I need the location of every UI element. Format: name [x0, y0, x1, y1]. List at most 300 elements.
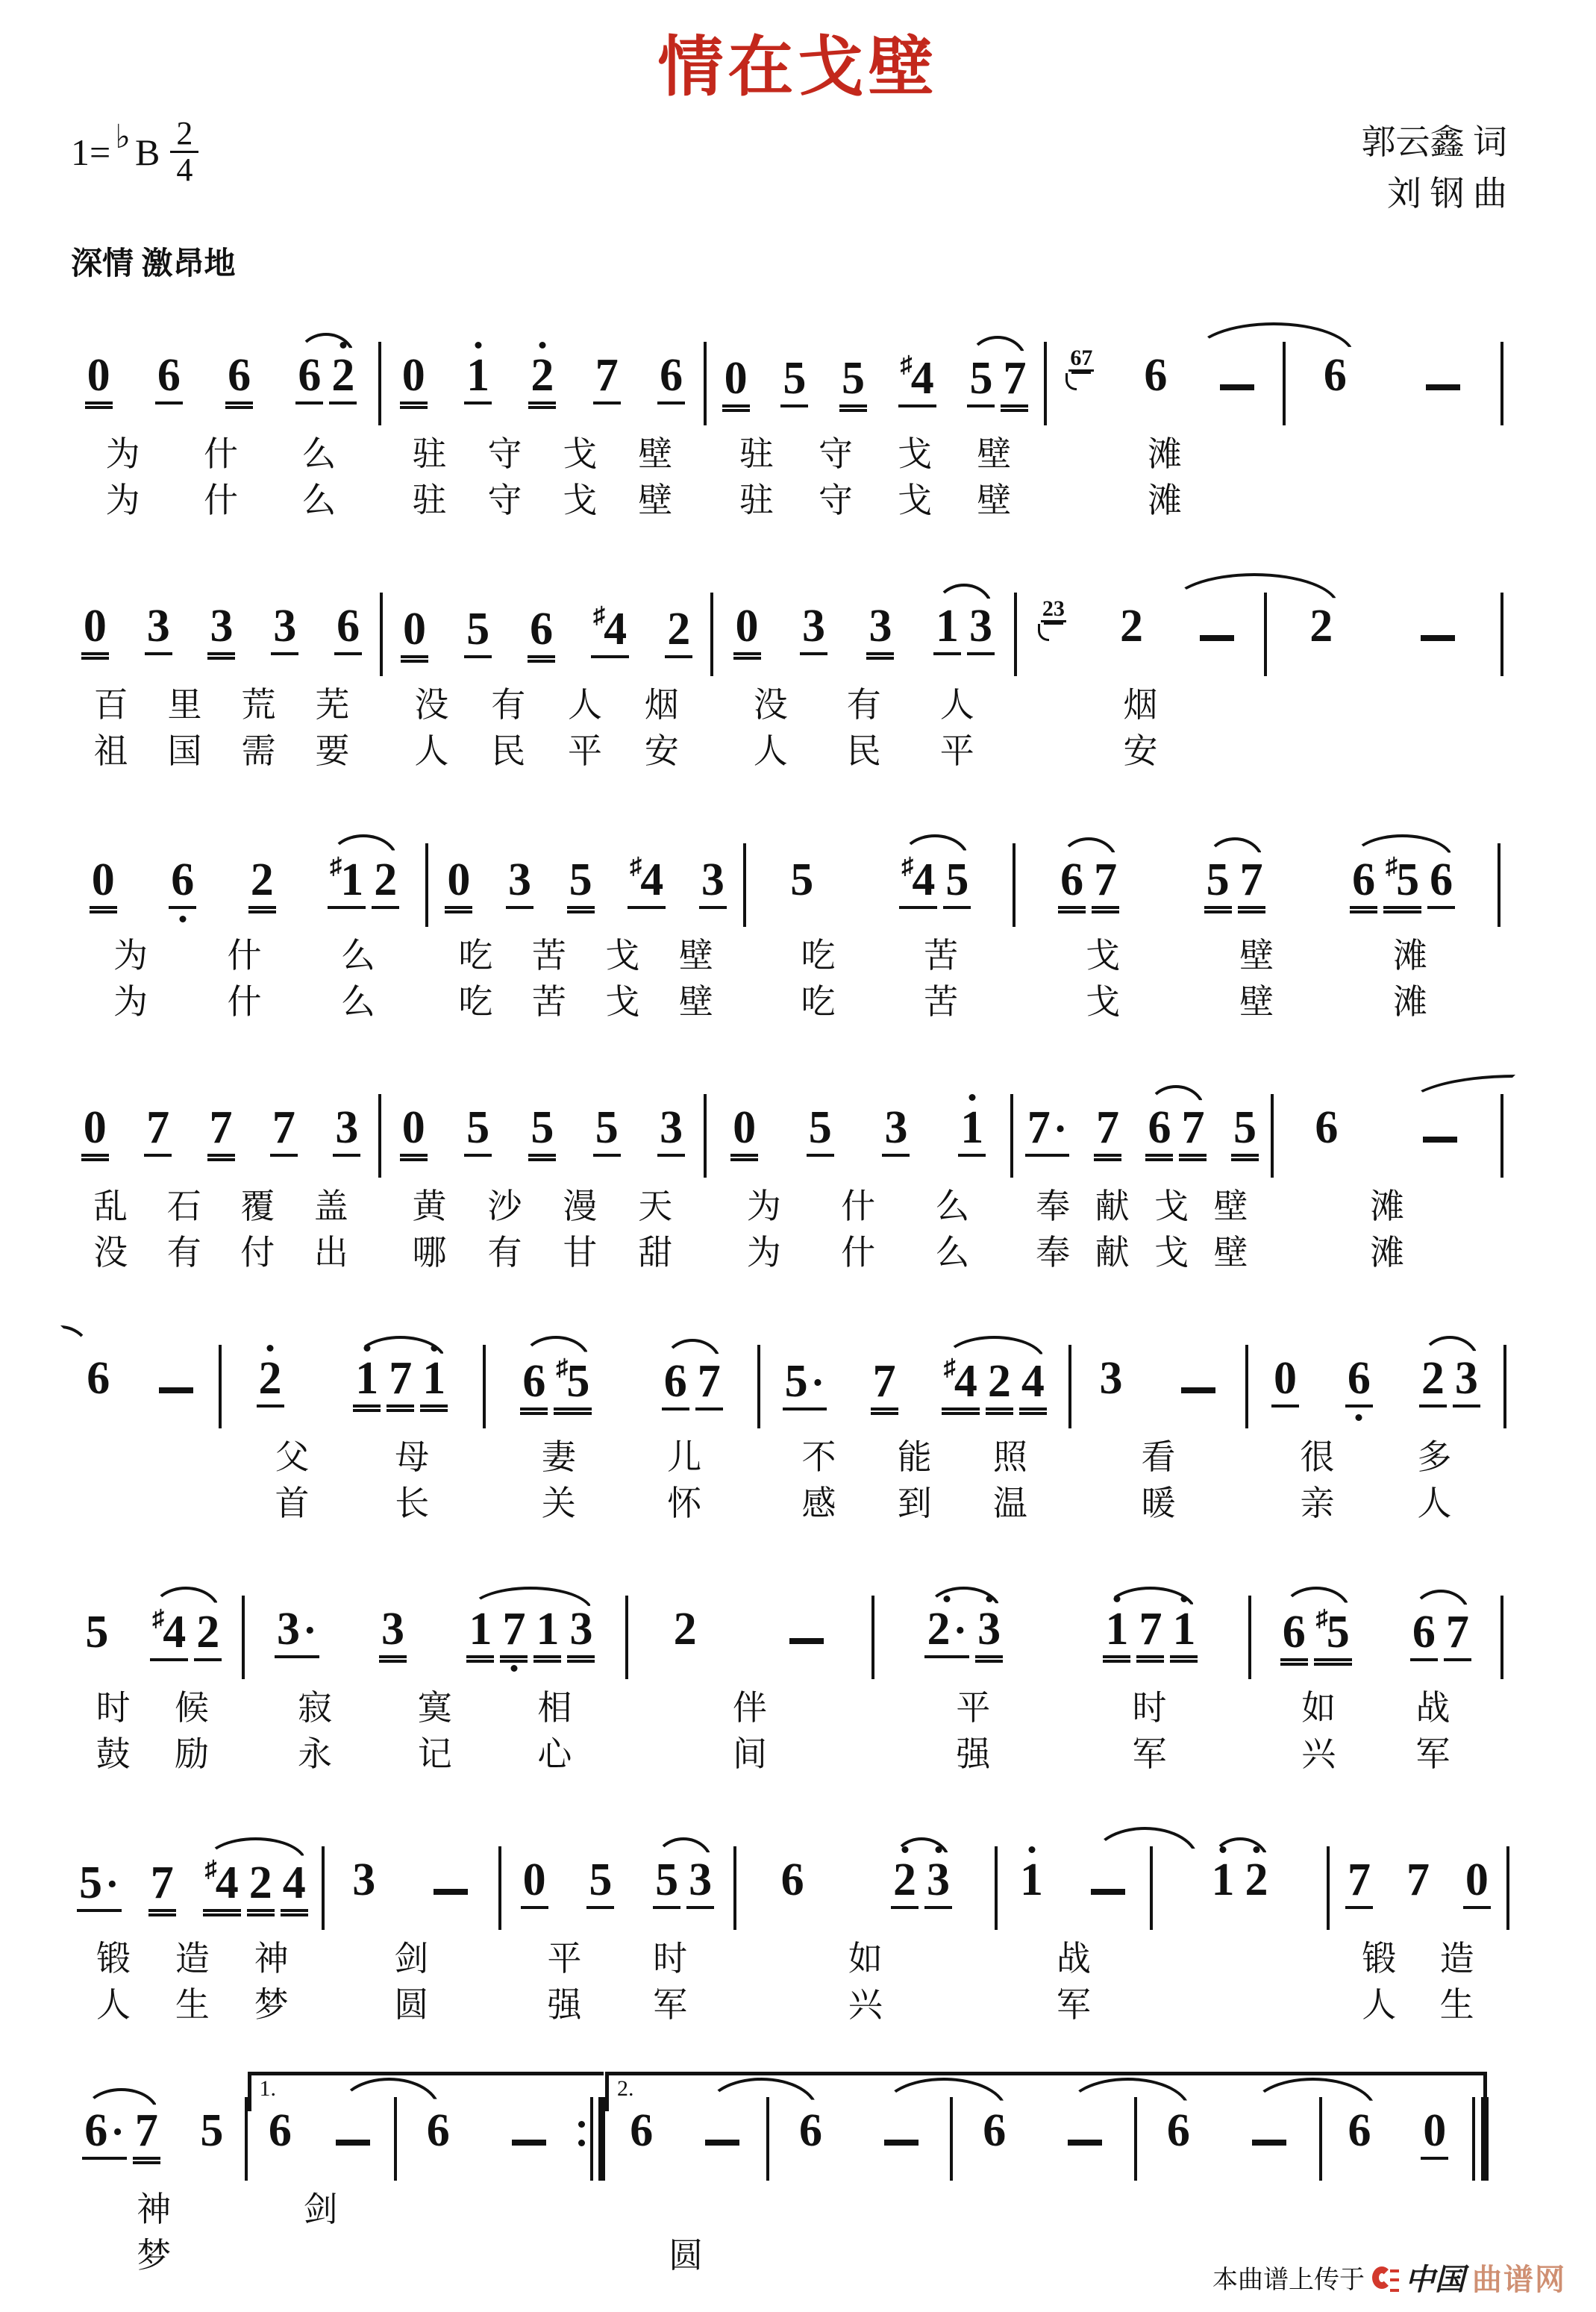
- lyric-syllable: 天: [638, 1187, 673, 1225]
- measure: [63, 567, 380, 772]
- lyric-line-2: [63, 475, 378, 521]
- lyric-syllable: 滩: [1370, 1187, 1405, 1225]
- dash-hold: [1200, 635, 1234, 641]
- notes-row: [63, 567, 380, 679]
- lyric-syllable: 甘: [563, 1234, 598, 1272]
- lyric-line-2: [63, 2230, 245, 2276]
- lyric-syllable: 梦: [137, 2237, 172, 2275]
- slur-group: [650, 1857, 717, 1909]
- measure: [1013, 1069, 1271, 1273]
- lyric-line-2: [1017, 725, 1263, 772]
- lyric-syllable: 黄: [412, 1187, 447, 1225]
- lyric-syllable: 守: [487, 435, 522, 473]
- note: 6: [1410, 1609, 1438, 1661]
- note: 7: [1444, 1609, 1471, 1661]
- lyric-syllable: 戈: [605, 937, 640, 975]
- note: 6: [1144, 350, 1168, 401]
- note: 7: [871, 1358, 898, 1410]
- dash-hold: [1426, 384, 1460, 390]
- score: [63, 316, 1533, 2276]
- sharp-icon: ♯: [630, 852, 642, 879]
- note: 7: [133, 2108, 160, 2160]
- lyric-line-2: [953, 2230, 1133, 2276]
- bar-thin: [590, 2097, 593, 2181]
- lyric-syllable: 寂: [298, 1689, 333, 1727]
- note: 5: [1231, 1105, 1259, 1157]
- dash-hold: [789, 1638, 824, 1644]
- lyric-syllable: 剑: [394, 1940, 429, 1978]
- lyric-syllable: 为: [105, 481, 140, 519]
- note: 6: [1350, 857, 1377, 909]
- notes-row: [1017, 567, 1263, 679]
- note: 0: [400, 352, 428, 404]
- note: 6: [1427, 857, 1455, 909]
- notes-row: [1137, 2072, 1319, 2184]
- time-signature: [170, 116, 198, 187]
- note: 5: [967, 355, 995, 407]
- lyric-line-2: [63, 1728, 242, 1775]
- notes-row: [245, 1570, 625, 1682]
- lyric-syllable: 人: [1362, 1986, 1397, 2024]
- lyric-line-1: [874, 1682, 1248, 1728]
- key-signature: [71, 116, 198, 187]
- lyric-line-1: [222, 1431, 483, 1478]
- lyric-syllable: 没: [414, 686, 449, 724]
- note: ♯4: [591, 603, 629, 658]
- note: 6: [520, 1358, 548, 1410]
- lyric-line-1: [707, 428, 1045, 475]
- lyric-syllable: 战: [1415, 1689, 1451, 1727]
- lyric-syllable: 奉: [1036, 1187, 1071, 1225]
- grace-notes: 23: [1042, 596, 1065, 621]
- note: 1: [958, 1105, 986, 1157]
- lyric-line-2: [245, 1728, 625, 1775]
- lyric-line-2: [397, 2230, 578, 2276]
- measure: [63, 1069, 378, 1273]
- lyric-syllable: 平: [568, 732, 603, 770]
- lyric-line-2: [63, 725, 380, 772]
- dot-after: ·: [105, 1861, 119, 1908]
- note: 5: [464, 606, 492, 658]
- footer-upload-text: 本曲谱上传于: [1212, 2266, 1365, 2294]
- lyric-syllable: 关: [541, 1484, 576, 1522]
- lyric-syllable: 能: [897, 1438, 932, 1476]
- lyric-syllable: 壁: [977, 435, 1012, 473]
- note: 5: [464, 1105, 492, 1157]
- lyric-line-1: [628, 1682, 872, 1728]
- lyric-syllable: 伴: [732, 1689, 767, 1727]
- lyric-line-1: [397, 2184, 578, 2230]
- note: 0: [90, 857, 117, 909]
- dot: [578, 2121, 585, 2128]
- lyric-syllable: 温: [992, 1484, 1027, 1522]
- lyric-syllable: 剑: [303, 2190, 338, 2228]
- lyric-line-2: [325, 1979, 498, 2025]
- note: ♯4: [150, 1606, 188, 1661]
- lyric-syllable: 平: [956, 1689, 991, 1727]
- note: 7: [1406, 1855, 1430, 1905]
- lyric-syllable: 苦: [924, 983, 959, 1021]
- lyric-line-1: [1016, 930, 1498, 976]
- notes-row: [746, 818, 1013, 930]
- measure: [874, 1570, 1248, 1775]
- note: 1: [420, 1355, 448, 1407]
- lyric-line-2: [628, 1728, 872, 1775]
- lyric-line-2: [1267, 725, 1500, 772]
- lyric-syllable: 献: [1095, 1187, 1130, 1225]
- dash-hold: [1068, 2140, 1102, 2146]
- notes-row: [1013, 1069, 1271, 1181]
- lyric-syllable: 戈: [898, 481, 933, 519]
- lyric-syllable: 守: [818, 435, 853, 473]
- barline: [1506, 1846, 1509, 1930]
- lyric-syllable: 梦: [254, 1986, 289, 2024]
- notes-row: [998, 1821, 1150, 1933]
- lyric-syllable: 壁: [678, 983, 713, 1021]
- slur-group: [930, 603, 998, 655]
- note: 2: [1119, 601, 1143, 652]
- measure: [63, 1821, 322, 2025]
- note: ♯1: [328, 854, 366, 909]
- lyric-syllable: 为: [746, 1234, 781, 1272]
- lyric-line-2: [1248, 1478, 1503, 1524]
- lyric-syllable: 献: [1095, 1234, 1130, 1272]
- lyric-syllable: 甜: [638, 1234, 673, 1272]
- lyric-syllable: 需: [241, 732, 276, 770]
- lyric-line-2: [222, 1478, 483, 1524]
- measure: [746, 818, 1013, 1022]
- slur-group: [1142, 1102, 1209, 1157]
- note: ♯4: [899, 854, 937, 909]
- lyric-syllable: 吃: [458, 937, 493, 975]
- lyric-line-1: [381, 1181, 704, 1227]
- barline: [1500, 342, 1503, 425]
- lyric-line-1: [1322, 2184, 1473, 2230]
- note: 6: [155, 352, 183, 404]
- note: 5: [839, 355, 867, 407]
- lyric-syllable: 壁: [1213, 1187, 1248, 1225]
- note: 6: [799, 2105, 823, 2156]
- lyric-syllable: 多: [1417, 1438, 1452, 1476]
- slur-group: [964, 355, 1031, 407]
- music-system: [63, 2072, 1533, 2276]
- slur-group: [1347, 854, 1458, 909]
- notes-row: [707, 1069, 1010, 1181]
- lyric-syllable: 戈: [898, 435, 933, 473]
- lyric-syllable: 壁: [1239, 937, 1274, 975]
- barline: [1500, 593, 1503, 676]
- notes-row: [63, 316, 378, 428]
- note: 2: [248, 857, 276, 909]
- slur-group: [292, 352, 360, 404]
- key-letter: B: [134, 131, 160, 173]
- lyric-syllable: 兴: [848, 1986, 883, 2024]
- lyric-syllable: 苦: [924, 937, 959, 975]
- note: 6: [1315, 1102, 1339, 1153]
- lyric-line-2: [1286, 475, 1500, 521]
- lyric-syllable: 安: [644, 732, 679, 770]
- lyric-line-1: [63, 1431, 219, 1478]
- tempo-marking: 深情 激昂地: [71, 247, 236, 281]
- lyric-line-1: [428, 930, 743, 976]
- note: 6: [1323, 350, 1347, 401]
- lyric-line-2: [1071, 1478, 1245, 1524]
- lyric-syllable: 鼓: [96, 1735, 131, 1773]
- notes-row: [1274, 1069, 1500, 1181]
- note: ♯4: [628, 854, 666, 909]
- note: 5: [790, 854, 814, 905]
- measure: [1153, 1821, 1327, 2025]
- note: 0: [401, 606, 428, 658]
- note: 0: [730, 1105, 758, 1157]
- notes-row: [63, 1570, 242, 1682]
- measure: [605, 2072, 766, 2276]
- lyric-line-1: [486, 1431, 758, 1478]
- repeat-dots: [578, 2121, 585, 2146]
- lyric-syllable: 芜: [315, 686, 350, 724]
- notes-row: [874, 1570, 1248, 1682]
- lyric-syllable: 怀: [667, 1484, 702, 1522]
- note: 3: [967, 603, 995, 655]
- lyric-line-1: [1248, 1431, 1503, 1478]
- measure: [381, 316, 704, 521]
- slur-group: [939, 1355, 1050, 1410]
- measure: [1248, 1319, 1503, 1524]
- note: 0: [1463, 1857, 1491, 1909]
- sharp-icon: ♯: [204, 1855, 217, 1882]
- lyric-syllable: 壁: [1239, 983, 1274, 1021]
- note: 7: [1179, 1105, 1207, 1157]
- lyric-line-2: [381, 475, 704, 521]
- lyric-line-2: [707, 475, 1045, 521]
- note: 7: [144, 1105, 172, 1157]
- notes-row: [1047, 316, 1282, 428]
- lyric-syllable: 照: [992, 1438, 1027, 1476]
- dash-hold: [1181, 1387, 1215, 1393]
- ending-label: 1.: [259, 2076, 277, 2101]
- lyric-syllable: 壁: [638, 435, 673, 473]
- barline: [1498, 843, 1500, 927]
- lyric-line-1: [998, 1933, 1150, 1979]
- lyric-syllable: 烟: [1123, 686, 1158, 724]
- slur-group: [1407, 1609, 1474, 1661]
- note: ♯4: [898, 352, 936, 407]
- dot: [578, 2140, 585, 2146]
- lyric-syllable: 圆: [394, 1986, 429, 2024]
- lyric-syllable: 神: [137, 2190, 172, 2228]
- notes-row: [628, 1570, 872, 1682]
- lyric-syllable: 苦: [531, 937, 566, 975]
- lyric-syllable: 强: [547, 1986, 582, 2024]
- note: 3: [800, 603, 827, 655]
- lyric-line-1: [63, 1933, 322, 1979]
- note: 6: [1058, 857, 1086, 909]
- dot-after: ·: [810, 1360, 825, 1406]
- measure: [1016, 818, 1498, 1022]
- measure: [63, 1319, 219, 1524]
- note: 0: [445, 857, 472, 909]
- lyric-line-1: [325, 1933, 498, 1979]
- measure: [1330, 1821, 1506, 2025]
- lyric-syllable: 出: [313, 1234, 348, 1272]
- lyric-syllable: 国: [167, 732, 202, 770]
- music-system: [63, 316, 1533, 521]
- lyric-syllable: 里: [167, 686, 202, 724]
- lyric-line-1: [248, 2184, 394, 2230]
- credits: [1362, 116, 1508, 219]
- slur-group: [350, 1355, 451, 1407]
- lyric-syllable: 吃: [458, 983, 493, 1021]
- note: 6: [426, 2105, 450, 2156]
- slur-group: [896, 854, 974, 909]
- lyric-line-1: [63, 2184, 245, 2230]
- bar-thick: [1481, 2097, 1489, 2181]
- lyric-syllable: 戈: [563, 481, 598, 519]
- lyric-syllable: 漫: [563, 1187, 598, 1225]
- footer: [1212, 2256, 1566, 2299]
- note: 7: [1001, 355, 1028, 407]
- measure: [248, 2072, 394, 2276]
- lyric-line-2: [760, 1478, 1068, 1524]
- time-numerator: 2: [170, 116, 198, 153]
- notes-row: [428, 818, 743, 930]
- notes-row: [501, 1821, 733, 1933]
- lyric-line-1: [63, 1181, 378, 1227]
- lyric-syllable: 守: [487, 481, 522, 519]
- lyric-syllable: 么: [935, 1234, 970, 1272]
- lyric-line-2: [736, 1979, 995, 2025]
- note: 7: [207, 1105, 235, 1157]
- lyric-syllable: 人: [414, 732, 449, 770]
- measure: [1251, 1570, 1500, 1775]
- dash-hold: [705, 2140, 739, 2146]
- note: 3: [352, 1855, 376, 1905]
- lyric-syllable: 什: [204, 481, 239, 519]
- sharp-icon: ♯: [593, 602, 606, 628]
- note: 6: [528, 606, 555, 658]
- note: 6: [295, 352, 323, 404]
- notes-row: [63, 1821, 322, 1933]
- lyric-syllable: 生: [1439, 1986, 1474, 2024]
- lyric-syllable: 为: [746, 1187, 781, 1225]
- lyric-line-2: [1330, 1979, 1506, 2025]
- measure: [428, 818, 743, 1022]
- notes-row: [953, 2072, 1133, 2184]
- lyric-syllable: 人: [753, 732, 788, 770]
- slur-group: [517, 1355, 595, 1410]
- note: 0: [722, 355, 750, 407]
- lyric-line-1: [1017, 679, 1263, 725]
- note: 1: [933, 603, 961, 655]
- lyric-line-2: [1016, 976, 1498, 1022]
- note: 1: [1170, 1606, 1198, 1658]
- note: 2: [986, 1358, 1013, 1410]
- notes-row: [381, 316, 704, 428]
- notes-row: [736, 1821, 995, 1933]
- notes-row: [1153, 1821, 1327, 1933]
- note: 7: [1238, 857, 1265, 909]
- slur-group: [200, 1857, 311, 1912]
- lyric-syllable: 不: [801, 1438, 836, 1476]
- lyric-line-1: [1267, 679, 1500, 725]
- key-prefix: 1=: [71, 131, 111, 173]
- lyric-line-1: [501, 1933, 733, 1979]
- lyric-line-2: [713, 725, 1014, 772]
- lyric-line-1: [605, 2184, 766, 2230]
- lyric-line-2: [1274, 1227, 1500, 1273]
- note: 5: [85, 1607, 109, 1658]
- lyric-line-2: [381, 1227, 704, 1273]
- lyric-syllable: 驻: [412, 481, 447, 519]
- note: 6·: [82, 2108, 127, 2160]
- notes-row: [760, 1319, 1068, 1431]
- lyric-syllable: 沙: [487, 1187, 522, 1225]
- lyric-syllable: 盖: [313, 1187, 348, 1225]
- note: ♯5: [1383, 854, 1421, 909]
- note: 2: [528, 352, 556, 404]
- dot-after: ·: [1053, 1106, 1068, 1152]
- note: 3: [1099, 1353, 1123, 1404]
- note: 2: [1243, 1857, 1271, 1909]
- note: 3: [686, 1857, 714, 1909]
- lyric-line-1: [953, 2184, 1133, 2230]
- lyric-syllable: 感: [801, 1484, 836, 1522]
- measure: [63, 316, 378, 521]
- note: 7: [270, 1105, 298, 1157]
- lyric-syllable: 永: [298, 1735, 333, 1773]
- lyric-syllable: 亲: [1300, 1484, 1335, 1522]
- lyric-line-2: [605, 2230, 766, 2276]
- dash-hold: [434, 1889, 468, 1895]
- lyric-syllable: 么: [301, 481, 337, 519]
- note: 5: [200, 2105, 224, 2156]
- measure: [713, 567, 1014, 772]
- note: 1: [533, 1606, 561, 1658]
- note: 2: [891, 1857, 919, 1909]
- lyric-syllable: 记: [417, 1735, 452, 1773]
- note: 6: [334, 603, 362, 655]
- notes-row: [63, 818, 425, 930]
- lyric-line-2: [501, 1979, 733, 2025]
- note: 7: [1345, 1857, 1373, 1909]
- lyric-syllable: 么: [340, 937, 375, 975]
- measure: [63, 2072, 245, 2276]
- sharp-icon: ♯: [1386, 852, 1398, 879]
- sharp-icon: ♯: [943, 1354, 956, 1381]
- note: 3: [975, 1606, 1003, 1658]
- note: 6: [1145, 1105, 1173, 1157]
- lyric-line-2: [1251, 1728, 1500, 1775]
- lyric-syllable: 有: [487, 1234, 522, 1272]
- lyric-line-1: [381, 428, 704, 475]
- lyric-syllable: 军: [1415, 1735, 1451, 1773]
- sharp-icon: ♯: [330, 852, 342, 879]
- note: 4: [281, 1860, 308, 1912]
- note: 7: [1092, 857, 1119, 909]
- notes-row: [63, 1069, 378, 1181]
- note: 2: [257, 1355, 284, 1407]
- note: 5: [807, 1105, 834, 1157]
- dash-hold: [1421, 635, 1455, 641]
- note: 6: [1348, 2105, 1371, 2156]
- lyric-line-1: [769, 2184, 950, 2230]
- site-logo-icon: [1372, 2265, 1398, 2290]
- dash-hold: [1423, 1137, 1457, 1143]
- barline: [1503, 1345, 1506, 1428]
- note: 1: [1018, 1857, 1045, 1909]
- lyric-syllable: 兴: [1301, 1735, 1336, 1773]
- note: 2: [194, 1609, 222, 1661]
